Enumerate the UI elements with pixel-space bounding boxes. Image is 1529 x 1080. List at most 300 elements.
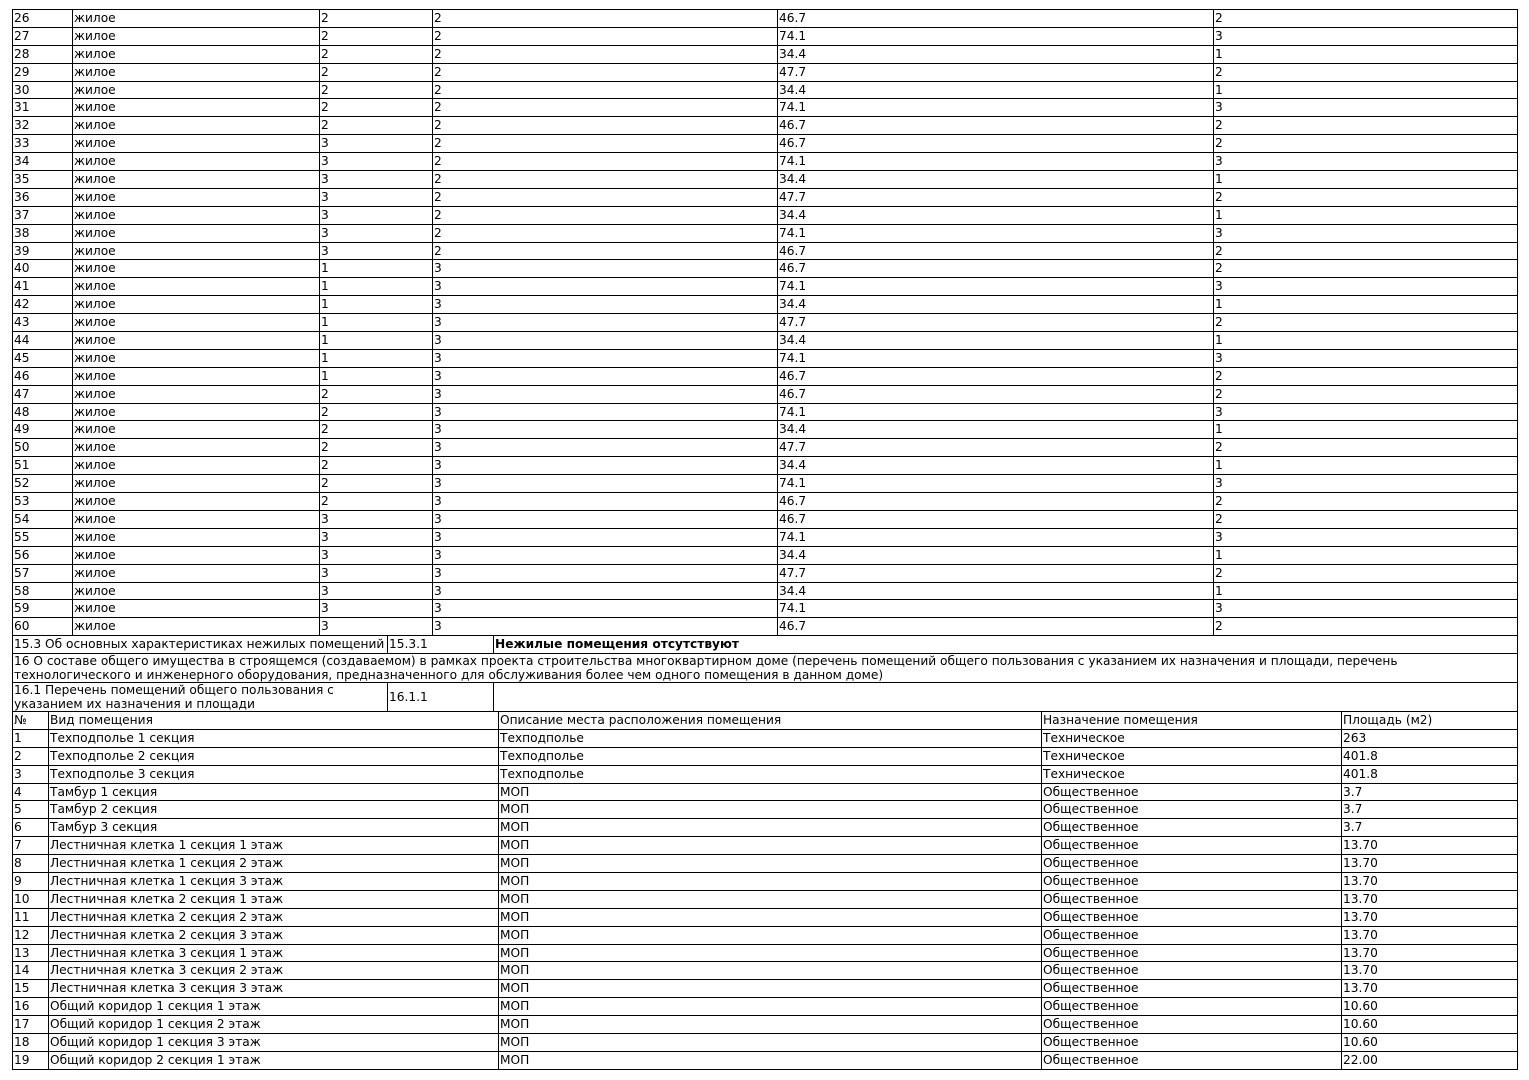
- apartment-row: [13, 45, 1518, 63]
- apartment-row-n: 37: [13, 206, 73, 224]
- apartment-row-n: 33: [13, 135, 73, 153]
- apartment-row: [13, 314, 1518, 332]
- apartment-row-n: 46: [13, 367, 73, 385]
- apartment-row-area: 74.1: [778, 475, 1214, 493]
- common-area-row-kind: Техподполье 1 секция: [49, 729, 499, 747]
- apartment-row-type: жилое: [73, 457, 320, 475]
- common-area-row-purpose: Общественное: [1042, 926, 1342, 944]
- common-area-row-n: 7: [13, 837, 49, 855]
- apartment-row-b: 2: [433, 153, 778, 171]
- apartment-row-type: жилое: [73, 475, 320, 493]
- section-16-1-code: 16.1.1: [388, 683, 494, 712]
- apartment-row-area: 74.1: [778, 349, 1214, 367]
- common-area-row-purpose: Общественное: [1042, 962, 1342, 980]
- common-area-row-n: 9: [13, 873, 49, 891]
- common-area-row-kind: Общий коридор 1 секция 1 этаж: [49, 998, 499, 1016]
- apartment-row-type: жилое: [73, 117, 320, 135]
- apartment-row-a: 1: [320, 367, 433, 385]
- apartment-row-n: 43: [13, 314, 73, 332]
- apartment-row-rooms: 2: [1214, 135, 1518, 153]
- apartment-row-rooms: 2: [1214, 188, 1518, 206]
- apartment-row-b: 3: [433, 582, 778, 600]
- apartment-row-area: 74.1: [778, 27, 1214, 45]
- apartment-row: [13, 171, 1518, 189]
- apartment-row-a: 1: [320, 332, 433, 350]
- apartment-row-b: 3: [433, 421, 778, 439]
- apartment-row-n: 49: [13, 421, 73, 439]
- apartment-row-rooms: 1: [1214, 332, 1518, 350]
- common-area-row-loc: МОП: [499, 980, 1042, 998]
- apartment-row-type: жилое: [73, 493, 320, 511]
- apartment-row: [13, 546, 1518, 564]
- common-area-row-kind: Общий коридор 1 секция 3 этаж: [49, 1034, 499, 1052]
- apartment-row-a: 1: [320, 296, 433, 314]
- apartment-row-rooms: 1: [1214, 81, 1518, 99]
- apartment-row: [13, 278, 1518, 296]
- common-area-row-loc: МОП: [499, 1016, 1042, 1034]
- common-area-row: [13, 819, 1518, 837]
- common-area-row-area: 401.8: [1342, 765, 1518, 783]
- common-area-row-kind: Лестничная клетка 3 секция 1 этаж: [49, 944, 499, 962]
- header-num: №: [13, 712, 49, 730]
- apartment-row-n: 54: [13, 510, 73, 528]
- apartment-row-n: 53: [13, 493, 73, 511]
- common-area-row-purpose: Техническое: [1042, 765, 1342, 783]
- apartment-row-a: 3: [320, 510, 433, 528]
- common-area-row-loc: Техподполье: [499, 765, 1042, 783]
- apartment-row-type: жилое: [73, 278, 320, 296]
- apartment-row: [13, 332, 1518, 350]
- section-16-1-row: [13, 683, 1518, 712]
- apartment-row-type: жилое: [73, 421, 320, 439]
- apartment-row-b: 2: [433, 242, 778, 260]
- apartment-row-a: 3: [320, 528, 433, 546]
- apartment-row-area: 74.1: [778, 224, 1214, 242]
- apartment-row-b: 2: [433, 135, 778, 153]
- apartment-row-n: 28: [13, 45, 73, 63]
- common-area-row-loc: МОП: [499, 890, 1042, 908]
- apartment-row-type: жилое: [73, 188, 320, 206]
- apartment-row-b: 3: [433, 349, 778, 367]
- common-area-row: [13, 962, 1518, 980]
- common-area-row-n: 5: [13, 801, 49, 819]
- apartment-row-a: 2: [320, 385, 433, 403]
- apartment-row-area: 34.4: [778, 171, 1214, 189]
- apartment-row-b: 2: [433, 99, 778, 117]
- apartment-row-b: 3: [433, 475, 778, 493]
- common-area-row-area: 22.00: [1342, 1051, 1518, 1069]
- apartment-row-a: 1: [320, 278, 433, 296]
- apartment-row-area: 34.4: [778, 457, 1214, 475]
- common-area-row-loc: МОП: [499, 1051, 1042, 1069]
- common-area-row-n: 4: [13, 783, 49, 801]
- apartment-row-area: 46.7: [778, 117, 1214, 135]
- common-area-row-kind: Техподполье 2 секция: [49, 747, 499, 765]
- apartment-row-rooms: 2: [1214, 493, 1518, 511]
- apartment-row-a: 2: [320, 63, 433, 81]
- apartment-row-n: 27: [13, 27, 73, 45]
- common-area-row-purpose: Общественное: [1042, 980, 1342, 998]
- common-area-row-purpose: Общественное: [1042, 944, 1342, 962]
- apartment-row-rooms: 2: [1214, 618, 1518, 636]
- common-area-row-purpose: Общественное: [1042, 873, 1342, 891]
- apartment-row-a: 2: [320, 439, 433, 457]
- apartment-row-area: 34.4: [778, 546, 1214, 564]
- apartment-row: [13, 493, 1518, 511]
- apartment-row-area: 46.7: [778, 260, 1214, 278]
- apartment-row-area: 47.7: [778, 564, 1214, 582]
- common-area-row-loc: Техподполье: [499, 729, 1042, 747]
- apartment-row-rooms: 3: [1214, 99, 1518, 117]
- apartment-row: [13, 242, 1518, 260]
- apartment-row-b: 3: [433, 278, 778, 296]
- apartment-row-area: 34.4: [778, 296, 1214, 314]
- common-area-row-purpose: Общественное: [1042, 1034, 1342, 1052]
- apartment-row: [13, 385, 1518, 403]
- section-15-3-code: 15.3.1: [388, 636, 494, 654]
- apartment-row-rooms: 1: [1214, 171, 1518, 189]
- header-purpose: Назначение помещения: [1042, 712, 1342, 730]
- apartment-row-area: 46.7: [778, 10, 1214, 28]
- section-15-3-row: [13, 636, 1518, 654]
- apartment-row-area: 34.4: [778, 81, 1214, 99]
- apartment-row-rooms: 3: [1214, 27, 1518, 45]
- section-16-row: [13, 654, 1518, 683]
- apartment-row: [13, 153, 1518, 171]
- common-area-row-purpose: Общественное: [1042, 783, 1342, 801]
- common-area-row-n: 12: [13, 926, 49, 944]
- common-area-row-kind: Общий коридор 1 секция 2 этаж: [49, 1016, 499, 1034]
- common-area-row-loc: Техподполье: [499, 747, 1042, 765]
- common-area-row-kind: Техподполье 3 секция: [49, 765, 499, 783]
- apartment-row-type: жилое: [73, 27, 320, 45]
- apartment-row-b: 3: [433, 439, 778, 457]
- apartment-row-a: 2: [320, 99, 433, 117]
- apartment-row-type: жилое: [73, 332, 320, 350]
- common-area-row-loc: МОП: [499, 819, 1042, 837]
- common-area-row-loc: МОП: [499, 783, 1042, 801]
- apartment-row-n: 31: [13, 99, 73, 117]
- apartment-row-rooms: 1: [1214, 582, 1518, 600]
- apartment-row-a: 2: [320, 475, 433, 493]
- common-area-row-area: 10.60: [1342, 998, 1518, 1016]
- common-area-row-n: 19: [13, 1051, 49, 1069]
- apartment-row-a: 3: [320, 224, 433, 242]
- common-area-row-area: 13.70: [1342, 926, 1518, 944]
- apartment-row-type: жилое: [73, 206, 320, 224]
- apartment-row-a: 2: [320, 493, 433, 511]
- apartment-row-area: 34.4: [778, 582, 1214, 600]
- apartment-row-type: жилое: [73, 439, 320, 457]
- apartment-row-b: 2: [433, 206, 778, 224]
- common-area-row-kind: Лестничная клетка 1 секция 2 этаж: [49, 855, 499, 873]
- common-area-row-n: 17: [13, 1016, 49, 1034]
- apartment-row-b: 2: [433, 117, 778, 135]
- common-area-row-kind: Лестничная клетка 3 секция 2 этаж: [49, 962, 499, 980]
- apartment-row: [13, 260, 1518, 278]
- common-area-row: [13, 1016, 1518, 1034]
- apartment-row-n: 45: [13, 349, 73, 367]
- apartment-row-rooms: 3: [1214, 153, 1518, 171]
- apartment-row-a: 2: [320, 117, 433, 135]
- apartment-row-a: 3: [320, 618, 433, 636]
- apartment-row-a: 3: [320, 206, 433, 224]
- apartment-row-b: 3: [433, 618, 778, 636]
- apartment-row-b: 3: [433, 385, 778, 403]
- apartment-row-rooms: 2: [1214, 385, 1518, 403]
- apartment-row-n: 47: [13, 385, 73, 403]
- apartment-row-a: 2: [320, 457, 433, 475]
- common-area-row-loc: МОП: [499, 944, 1042, 962]
- apartment-row-area: 74.1: [778, 278, 1214, 296]
- apartment-row-area: 46.7: [778, 493, 1214, 511]
- apartment-row: [13, 403, 1518, 421]
- apartment-row-n: 52: [13, 475, 73, 493]
- apartment-row-b: 3: [433, 493, 778, 511]
- apartment-row-n: 57: [13, 564, 73, 582]
- apartment-row-rooms: 3: [1214, 403, 1518, 421]
- apartment-row-a: 3: [320, 188, 433, 206]
- apartment-row-a: 3: [320, 582, 433, 600]
- common-area-row-area: 13.70: [1342, 962, 1518, 980]
- apartment-row-n: 36: [13, 188, 73, 206]
- apartment-row-n: 48: [13, 403, 73, 421]
- info-table: [12, 635, 1518, 712]
- apartment-row: [13, 135, 1518, 153]
- common-area-row: [13, 765, 1518, 783]
- apartment-row-n: 44: [13, 332, 73, 350]
- common-area-row-n: 2: [13, 747, 49, 765]
- apartment-row: [13, 188, 1518, 206]
- apartment-row-type: жилое: [73, 564, 320, 582]
- apartment-row: [13, 528, 1518, 546]
- common-area-row: [13, 944, 1518, 962]
- apartment-row-n: 51: [13, 457, 73, 475]
- common-area-row-n: 16: [13, 998, 49, 1016]
- apartment-row-n: 59: [13, 600, 73, 618]
- apartment-row-type: жилое: [73, 582, 320, 600]
- header-location: Описание места расположения помещения: [499, 712, 1042, 730]
- apartment-row-a: 3: [320, 242, 433, 260]
- apartment-row-type: жилое: [73, 10, 320, 28]
- apartment-row-n: 58: [13, 582, 73, 600]
- apartment-row-a: 3: [320, 546, 433, 564]
- apartment-row-a: 3: [320, 153, 433, 171]
- apartment-row-n: 38: [13, 224, 73, 242]
- apartment-row-type: жилое: [73, 81, 320, 99]
- apartment-row-rooms: 1: [1214, 421, 1518, 439]
- apartment-row-type: жилое: [73, 546, 320, 564]
- apartment-row-type: жилое: [73, 45, 320, 63]
- common-area-row-loc: МОП: [499, 962, 1042, 980]
- apartment-row-b: 3: [433, 260, 778, 278]
- apartment-row-rooms: 1: [1214, 206, 1518, 224]
- apartment-row-b: 3: [433, 296, 778, 314]
- apartment-row: [13, 27, 1518, 45]
- common-area-row-area: 13.70: [1342, 837, 1518, 855]
- common-area-row-kind: Лестничная клетка 3 секция 3 этаж: [49, 980, 499, 998]
- apartment-row-a: 2: [320, 45, 433, 63]
- apartment-row-area: 34.4: [778, 421, 1214, 439]
- apartment-row-b: 3: [433, 314, 778, 332]
- common-area-row: [13, 873, 1518, 891]
- common-area-row-purpose: Общественное: [1042, 908, 1342, 926]
- apartment-row: [13, 618, 1518, 636]
- apartment-row: [13, 296, 1518, 314]
- apartment-row-b: 3: [433, 403, 778, 421]
- apartment-row: [13, 600, 1518, 618]
- apartment-row: [13, 421, 1518, 439]
- apartment-row-n: 26: [13, 10, 73, 28]
- common-areas-header-row: [13, 712, 1518, 730]
- apartment-row-rooms: 1: [1214, 45, 1518, 63]
- common-area-row-purpose: Общественное: [1042, 819, 1342, 837]
- apartment-row-type: жилое: [73, 618, 320, 636]
- apartment-row-b: 2: [433, 171, 778, 189]
- apartment-row-area: 46.7: [778, 242, 1214, 260]
- common-area-row-area: 3.7: [1342, 801, 1518, 819]
- apartment-row-rooms: 1: [1214, 546, 1518, 564]
- common-area-row: [13, 998, 1518, 1016]
- apartment-row-area: 46.7: [778, 135, 1214, 153]
- common-area-row-loc: МОП: [499, 926, 1042, 944]
- apartment-row-b: 3: [433, 510, 778, 528]
- apartment-row-rooms: 3: [1214, 278, 1518, 296]
- common-area-row: [13, 747, 1518, 765]
- apartment-row-type: жилое: [73, 528, 320, 546]
- common-area-row-loc: МОП: [499, 801, 1042, 819]
- apartment-row-n: 42: [13, 296, 73, 314]
- apartment-row-n: 32: [13, 117, 73, 135]
- header-area: Площадь (м2): [1342, 712, 1518, 730]
- common-area-row-purpose: Общественное: [1042, 998, 1342, 1016]
- apartment-row-b: 2: [433, 45, 778, 63]
- apartment-row-a: 1: [320, 314, 433, 332]
- common-area-row-n: 8: [13, 855, 49, 873]
- common-area-row-purpose: Общественное: [1042, 837, 1342, 855]
- common-area-row-kind: Лестничная клетка 2 секция 1 этаж: [49, 890, 499, 908]
- common-area-row: [13, 855, 1518, 873]
- common-area-row-area: 10.60: [1342, 1034, 1518, 1052]
- apartment-row-area: 74.1: [778, 99, 1214, 117]
- apartment-row-a: 2: [320, 403, 433, 421]
- apartment-row-area: 46.7: [778, 510, 1214, 528]
- apartment-row-type: жилое: [73, 314, 320, 332]
- apartment-row-type: жилое: [73, 367, 320, 385]
- apartment-row-b: 3: [433, 600, 778, 618]
- common-area-row-n: 6: [13, 819, 49, 837]
- apartment-row-area: 34.4: [778, 332, 1214, 350]
- apartment-row-rooms: 2: [1214, 439, 1518, 457]
- apartment-row-rooms: 3: [1214, 475, 1518, 493]
- common-area-row-kind: Тамбур 3 секция: [49, 819, 499, 837]
- apartment-row-area: 46.7: [778, 367, 1214, 385]
- apartment-row-type: жилое: [73, 171, 320, 189]
- apartment-row-n: 60: [13, 618, 73, 636]
- common-area-row: [13, 926, 1518, 944]
- apartment-row: [13, 117, 1518, 135]
- common-area-row-n: 11: [13, 908, 49, 926]
- apartments-table: [12, 9, 1518, 636]
- apartment-row-a: 3: [320, 171, 433, 189]
- apartment-row-b: 2: [433, 27, 778, 45]
- section-16-text: 16 О составе общего имущества в строящемся (создаваемом) в рамках проекта строительства многоквартирном доме (перечень помещений общего пользования с указанием их назначения и площади, перечень технологического и инженерного оборудования, предназначенного для обслуживания более чем одного помещения в данном доме): [13, 654, 1518, 683]
- common-area-row-kind: Общий коридор 2 секция 1 этаж: [49, 1051, 499, 1069]
- common-area-row: [13, 908, 1518, 926]
- apartment-row-rooms: 2: [1214, 367, 1518, 385]
- common-area-row-kind: Лестничная клетка 1 секция 1 этаж: [49, 837, 499, 855]
- common-area-row-n: 13: [13, 944, 49, 962]
- common-area-row-loc: МОП: [499, 837, 1042, 855]
- apartment-row-area: 74.1: [778, 153, 1214, 171]
- apartment-row-a: 2: [320, 27, 433, 45]
- common-area-row-n: 15: [13, 980, 49, 998]
- apartment-row: [13, 349, 1518, 367]
- apartment-row-n: 55: [13, 528, 73, 546]
- apartment-row-rooms: 3: [1214, 600, 1518, 618]
- apartment-row-area: 74.1: [778, 403, 1214, 421]
- section-15-3-label: 15.3 Об основных характеристиках нежилых помещений: [13, 636, 388, 654]
- apartment-row-area: 74.1: [778, 528, 1214, 546]
- common-area-row-purpose: Общественное: [1042, 801, 1342, 819]
- common-area-row-kind: Тамбур 2 секция: [49, 801, 499, 819]
- common-area-row-area: 13.70: [1342, 944, 1518, 962]
- common-area-row-n: 1: [13, 729, 49, 747]
- common-area-row: [13, 801, 1518, 819]
- apartment-row-type: жилое: [73, 153, 320, 171]
- apartment-row-type: жилое: [73, 99, 320, 117]
- apartment-row-type: жилое: [73, 135, 320, 153]
- apartment-row-rooms: 2: [1214, 63, 1518, 81]
- common-area-row-purpose: Техническое: [1042, 747, 1342, 765]
- apartment-row: [13, 224, 1518, 242]
- apartment-row-type: жилое: [73, 224, 320, 242]
- section-15-3-value: Нежилые помещения отсутствуют: [494, 636, 1518, 654]
- apartment-row-a: 3: [320, 600, 433, 618]
- apartment-row: [13, 582, 1518, 600]
- common-area-row-n: 14: [13, 962, 49, 980]
- common-area-row: [13, 837, 1518, 855]
- apartment-row-b: 2: [433, 63, 778, 81]
- apartment-row-type: жилое: [73, 63, 320, 81]
- apartment-row-rooms: 3: [1214, 224, 1518, 242]
- apartment-row-n: 34: [13, 153, 73, 171]
- apartments-table-body: [13, 10, 1518, 636]
- apartment-row: [13, 81, 1518, 99]
- apartment-row-type: жилое: [73, 600, 320, 618]
- section-16-1-label: 16.1 Перечень помещений общего пользования с указанием их назначения и площади: [13, 683, 388, 712]
- apartment-row-a: 2: [320, 81, 433, 99]
- apartment-row-rooms: 3: [1214, 528, 1518, 546]
- apartment-row-area: 47.7: [778, 188, 1214, 206]
- common-area-row-area: 13.70: [1342, 908, 1518, 926]
- common-area-row-area: 10.60: [1342, 1016, 1518, 1034]
- common-area-row-kind: Лестничная клетка 2 секция 3 этаж: [49, 926, 499, 944]
- apartment-row-a: 1: [320, 260, 433, 278]
- apartment-row-area: 47.7: [778, 314, 1214, 332]
- apartment-row: [13, 206, 1518, 224]
- apartment-row-a: 3: [320, 135, 433, 153]
- apartment-row-b: 2: [433, 224, 778, 242]
- apartment-row-a: 3: [320, 564, 433, 582]
- apartment-row-b: 2: [433, 81, 778, 99]
- apartment-row-type: жилое: [73, 403, 320, 421]
- section-16-1-value: [494, 683, 1518, 712]
- apartment-row: [13, 475, 1518, 493]
- apartment-row-rooms: 1: [1214, 457, 1518, 475]
- apartment-row-type: жилое: [73, 349, 320, 367]
- apartment-row-n: 56: [13, 546, 73, 564]
